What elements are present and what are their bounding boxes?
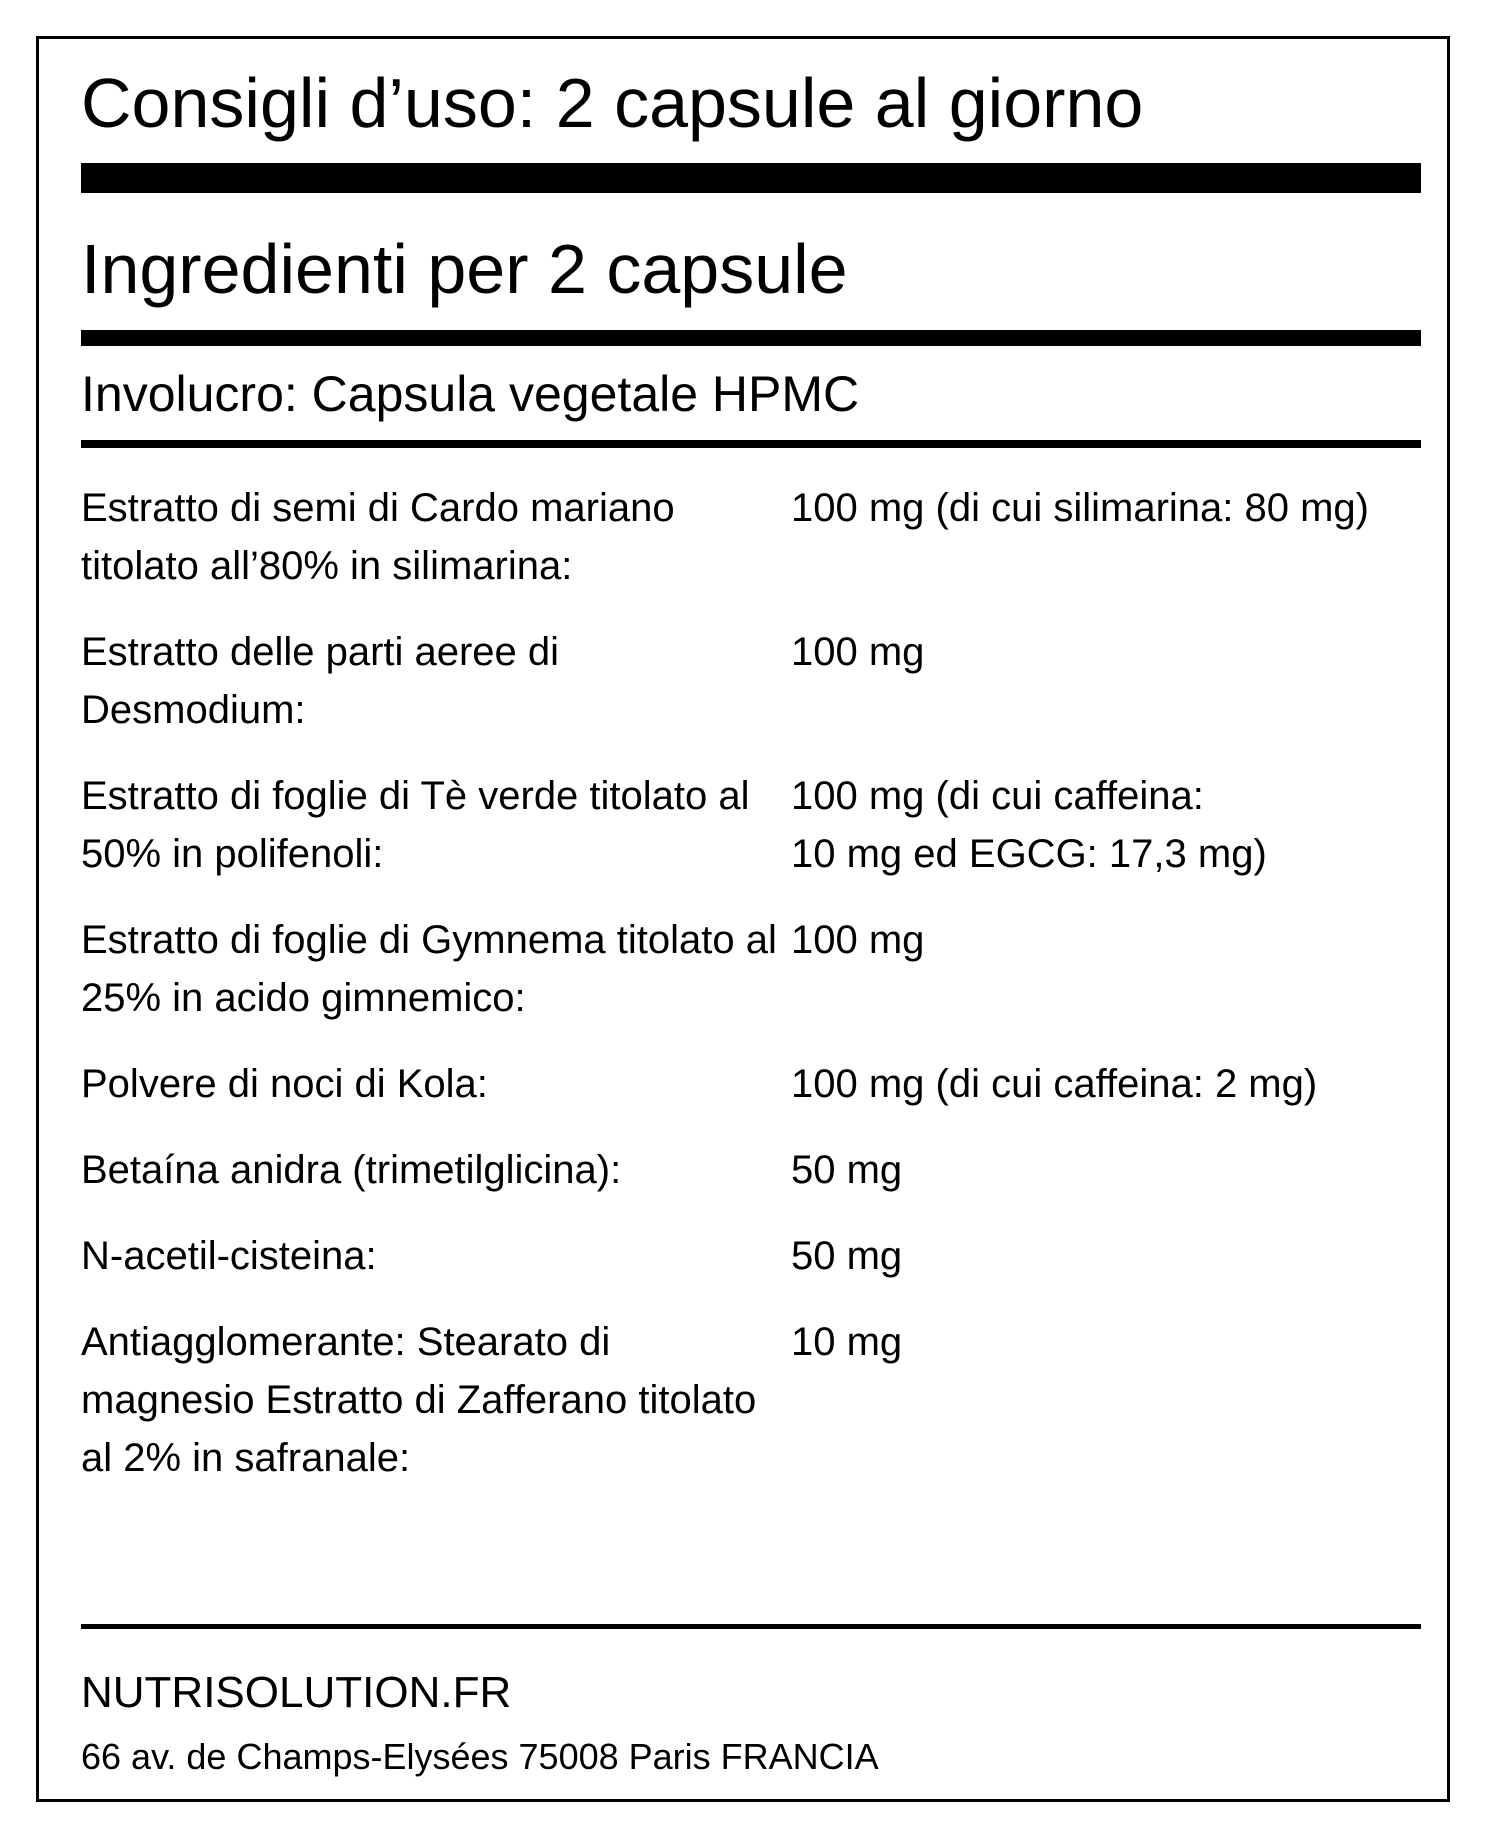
ingredient-amount: 50 mg — [791, 1148, 903, 1192]
ingredient-amount: 50 mg — [791, 1234, 903, 1278]
ingredient-row — [81, 1141, 1421, 1199]
ingredient-name: Estratto di foglie di Tè verde titolato al 50% in polifenoli: — [81, 774, 750, 876]
divider-thin-top — [81, 440, 1421, 448]
ingredient-amount: 100 mg (di cui silimarina: 80 mg) — [791, 486, 1369, 530]
ingredient-name: Betaína anidra (trimetilglicina): — [81, 1148, 622, 1192]
ingredient-row — [81, 1313, 1421, 1487]
ingredient-row — [81, 479, 1421, 595]
ingredient-row — [81, 623, 1421, 739]
ingredient-row — [81, 911, 1421, 1027]
ingredient-amount: 100 mg — [791, 630, 925, 674]
divider-thick-middle — [81, 330, 1421, 346]
ingredient-amount: 100 mg — [791, 918, 925, 962]
ingredient-name: Antiagglomerante: Stearato di magnesio Estratto di Zafferano titolato al 2% in safranale: — [81, 1320, 757, 1480]
divider-thin-bottom — [81, 1624, 1421, 1629]
ingredients-heading: Ingredienti per 2 capsule — [81, 230, 848, 308]
ingredient-row — [81, 1055, 1421, 1113]
capsule-shell-info: Involucro: Capsula vegetale HPMC — [81, 366, 860, 422]
ingredient-name: Estratto di semi di Cardo mariano titolato all’80% in silimarina: — [81, 486, 675, 588]
ingredient-amount: 100 mg (di cui caffeina: 2 mg) — [791, 1062, 1318, 1106]
company-address: 66 av. de Champs-Elysées 75008 Paris FRANCIA — [81, 1736, 879, 1777]
ingredient-name: N-acetil-cisteina: — [81, 1234, 377, 1278]
label-content — [81, 39, 1421, 1799]
ingredient-name: Estratto di foglie di Gymnema titolato al 25% in acido gimnemico: — [81, 918, 777, 1020]
ingredient-amount: 100 mg (di cui caffeina: 10 mg ed EGCG: 17,3 mg) — [791, 774, 1267, 876]
ingredients-table — [81, 479, 1421, 1487]
ingredient-name: Estratto delle parti aeree di Desmodium: — [81, 630, 560, 732]
label-panel — [36, 36, 1450, 1802]
ingredient-row — [81, 1227, 1421, 1285]
ingredient-amount: 10 mg — [791, 1320, 903, 1364]
divider-thick-top — [81, 163, 1421, 193]
brand-name: NUTRISOLUTION.FR — [81, 1668, 512, 1717]
usage-heading: Consigli d’uso: 2 capsule al giorno — [81, 64, 1144, 142]
ingredient-name: Polvere di noci di Kola: — [81, 1062, 488, 1106]
ingredient-row — [81, 767, 1421, 883]
